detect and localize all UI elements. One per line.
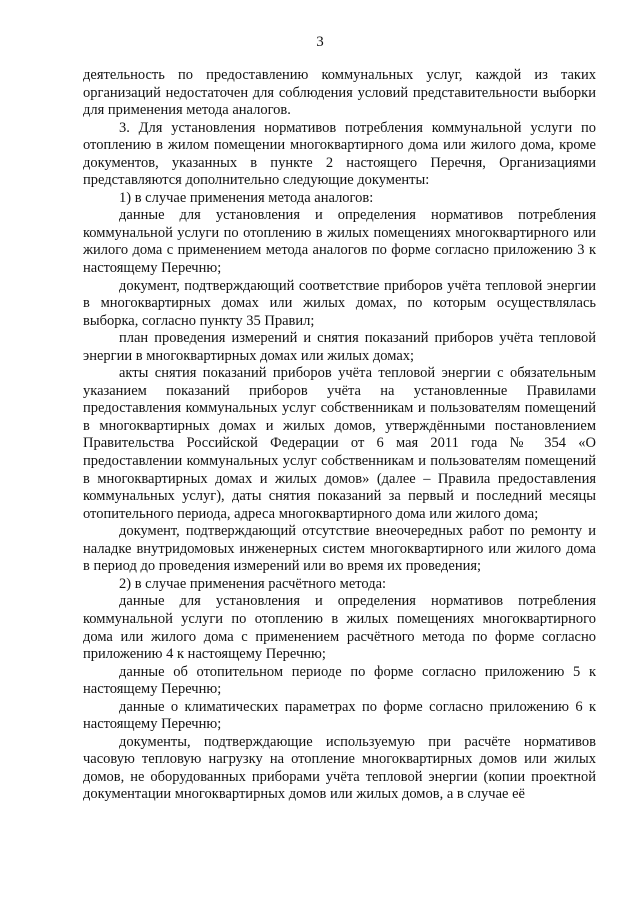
document-body (83, 67, 596, 804)
paragraph-subitem-2: 2) в случае применения расчётного метода: (119, 575, 387, 592)
paragraph: документ, подтверждающий отсутствие внеочередных работ по ремонту и наладке внутридомовых инженерных систем многоквартирного или жилого дома в период до проведения измерений или во время их проведения; (83, 523, 596, 575)
paragraph: данные об отопительном периоде по форме согласно приложению 5 к настоящему Перечню; (83, 663, 596, 698)
paragraph: акты снятия показаний приборов учёта тепловой энергии с обязательным указанием показаний приборов учёта на установленные Правилами предоставления коммунальных услуг собственникам и пользователям помещений в многоквартирных домах и жилых домов, утверждёнными постановлением Правительства Российской Федерации от 6 мая 2011 года № 354 «О предоставлении коммунальных услуг собственникам и пользователям помещений в многоквартирных домах и жилых домов» (далее – Правила предоставления коммунальных услуг), даты снятия показаний за первый и последний месяцы отопительного периода, адреса многоквартирного дома или жилого дома; (83, 365, 596, 522)
paragraph: документ, подтверждающий соответствие приборов учёта тепловой энергии в многоквартирных домах или жилых домах, по которым осуществлялась выборка, согласно пункту 35 Правил; (83, 277, 596, 329)
paragraph: данные о климатических параметрах по форме согласно приложению 6 к настоящему Перечню; (83, 698, 596, 733)
paragraph: документы, подтверждающие используемую при расчёте нормативов часовую тепловую нагрузку на отопление многоквартирных домов или жилых домов, не оборудованных приборами учёта тепловой энергии (копии проектной документации многоквартирных домов или жилых домов, а в случае её (83, 733, 596, 803)
paragraph: план проведения измерений и снятия показаний приборов учёта тепловой энергии в многоквартирных домах или жилых домах; (83, 330, 596, 364)
paragraph-item-3: 3. Для установления нормативов потребления коммунальной услуги по отоплению в жилом помещении многоквартирного дома или жилого дома, кроме документов, указанных в пункте 2 настоящего Перечня, Организациями представляются дополнительно следующие документы: (83, 119, 596, 189)
paragraph: данные для установления и определения нормативов потребления коммунальной услуги по отоплению в жилых помещениях многоквартирного дома или жилого дома с применением расчётного метода по форме согласно приложению 4 к настоящему Перечню; (83, 593, 596, 663)
paragraph-continuation: деятельность по предоставлению коммунальных услуг, каждой из таких организаций недостаточен для соблюдения условий представительности выборки для применения метода аналогов. (83, 67, 596, 119)
paragraph-subitem-1: 1) в случае применения метода аналогов: (119, 189, 374, 206)
page-number: 3 (316, 34, 324, 50)
paragraph: данные для установления и определения нормативов потребления коммунальной услуги по отоплению в жилых помещениях многоквартирного или жилого дома с применением метода аналогов по форме согласно приложению 3 к настоящему Перечню; (83, 207, 596, 277)
